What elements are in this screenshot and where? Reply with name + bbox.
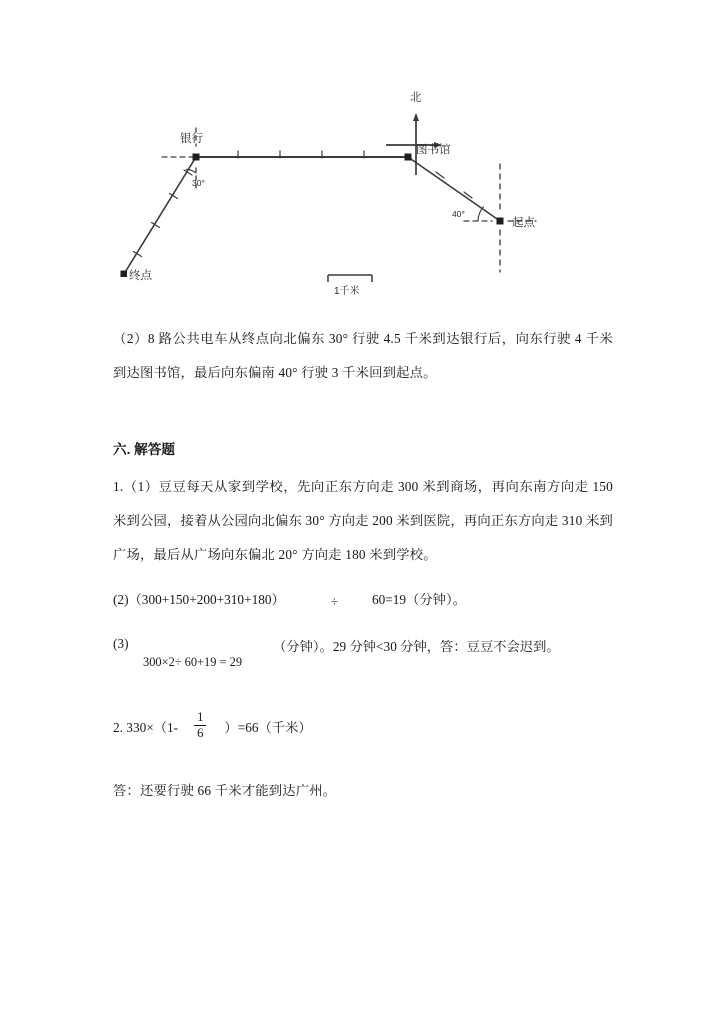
marker-library xyxy=(405,154,412,161)
segment-end-to-bank xyxy=(124,157,196,274)
item-2-prefix: 2. 330×（1- xyxy=(113,720,179,736)
station-markers xyxy=(121,154,504,278)
scale-bar xyxy=(328,275,372,282)
item-1-part-3-tail: （分钟）。29 分钟<30 分钟，答：豆豆不会迟到。 xyxy=(273,638,560,654)
item-1-part-3-formula: 300×2÷ 60+19 = 29 xyxy=(143,654,243,669)
figure-label-scale: 1千米 xyxy=(334,286,360,297)
spacer xyxy=(113,390,613,412)
figure-label-end: 终点 xyxy=(129,270,152,282)
document-body xyxy=(113,322,613,808)
route-map-figure xyxy=(100,60,620,310)
fraction-numerator: 1 xyxy=(197,709,204,724)
spacer xyxy=(113,614,613,636)
figure-label-north: 北 xyxy=(410,92,422,104)
compass-north-arrow xyxy=(413,113,419,121)
item-1-part-3-label: (3) xyxy=(113,635,129,651)
figure-label-angle-30: 30° xyxy=(192,178,205,188)
section-heading: 六. 解答题 xyxy=(113,441,175,457)
marker-start xyxy=(497,218,504,225)
spacer xyxy=(113,682,613,712)
item-2-equation xyxy=(113,709,613,752)
figure-label-angle-40: 40° xyxy=(452,209,465,219)
question-2-paragraph: （2）8 路公共电车从终点向北偏东 30° 行驶 4.5 千米到达银行后，向东行驶 4 千米到达图书馆，最后向东偏南 40° 行驶 3 千米回到起点。 xyxy=(113,331,613,380)
figure-label-bank: 银行 xyxy=(180,133,203,145)
figure-label-start: 起点 xyxy=(512,217,535,229)
division-symbol: ÷ xyxy=(330,594,338,609)
marker-bank xyxy=(193,154,200,161)
marker-end xyxy=(121,271,128,278)
item-1-part-2-suffix: 60=19（分钟）。 xyxy=(371,592,466,607)
item-1-part-1-paragraph: 1.（1）豆豆每天从家到学校，先向正东方向走 300 米到商场，再向东南方向走 150 米到公园，接着从公园向北偏东 30° 方向走 200 米到医院，再向正东方向走 310 米到广场，最后从广场向东偏北 20° 方向走 180 米到学校。 xyxy=(113,479,613,563)
item-1-part-3-row xyxy=(113,636,613,682)
item-1-part-2-prefix: (2)（300+150+200+310+180） xyxy=(113,592,285,607)
spacer xyxy=(113,752,613,774)
figure-label-library: 图书馆 xyxy=(416,144,451,156)
spacer xyxy=(113,572,613,586)
fraction-denominator: 6 xyxy=(197,726,204,741)
item-2-suffix: ）=66（千米） xyxy=(224,720,312,736)
item-1-part-2-equation xyxy=(113,586,613,614)
item-2-answer-paragraph: 答：还要行驶 66 千米才能到达广州。 xyxy=(113,782,337,798)
fraction-one-sixth xyxy=(194,711,206,740)
